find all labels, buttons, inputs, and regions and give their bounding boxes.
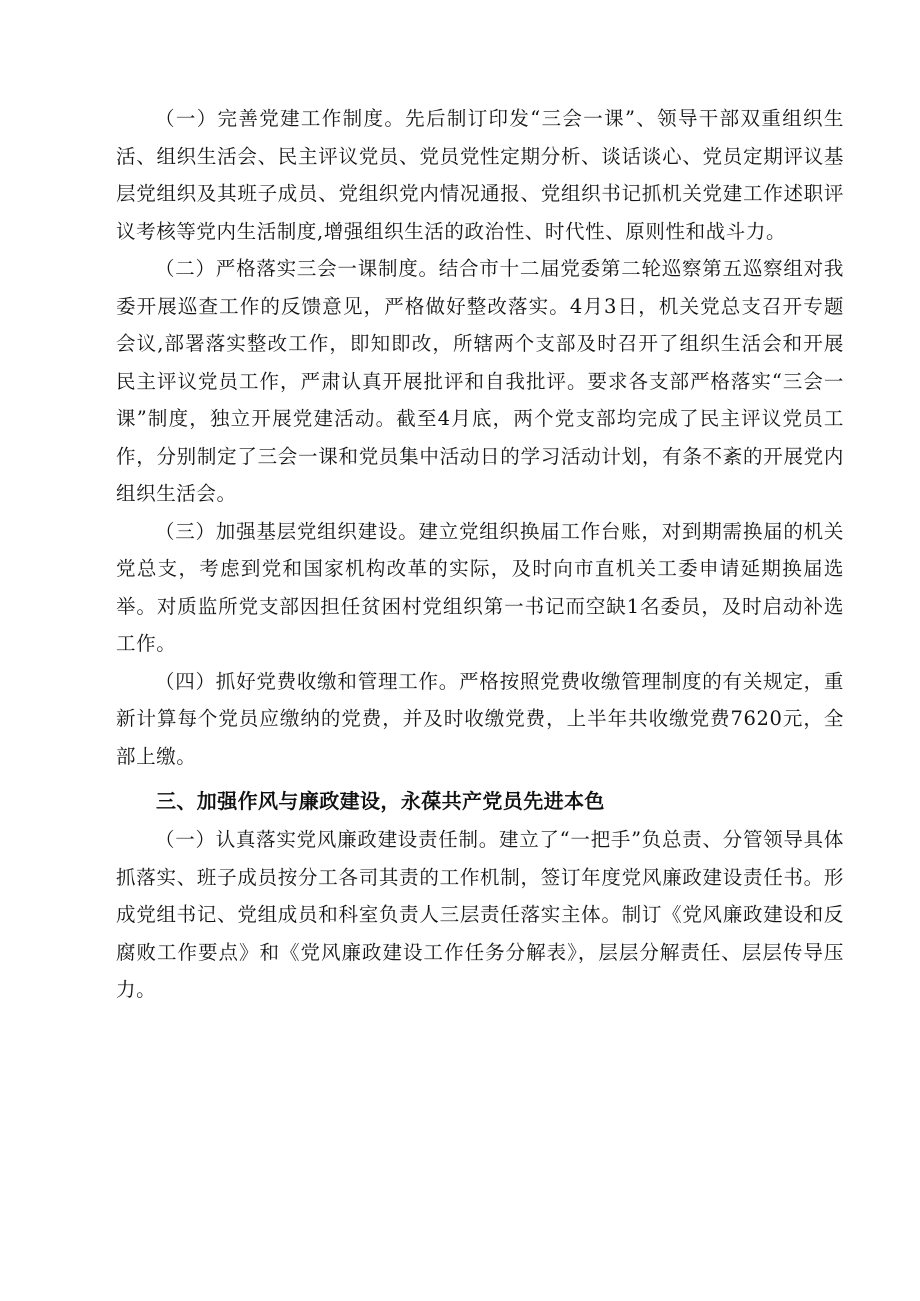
- document-body: [116, 100, 844, 1009]
- section-heading-integrity: 三、加强作风与廉政建设，永葆共产党员先进本色: [156, 789, 605, 813]
- paragraph-party-system: （一）完善党建工作制度。先后制订印发“三会一课”、领导干部双重组织生活、组织生活会、民主评议党员、党员党性定期分析、谈话谈心、党员定期评议基层党组织及其班子成员、党组织党内情况通报、党组织书记抓机关党建工作述职评议考核等党内生活制度,增强组织生活的政治性、时代性、原则性和战斗力。: [116, 107, 844, 243]
- paragraph-integrity-responsibility: （一）认真落实党风廉政建设责任制。建立了“一把手”负总责、分管领导具体抓落实、班子成员按分工各司其责的工作机制，签订年度党风廉政建设责任书。形成党组书记、党组成员和科室负责人三层责任落实主体。制订《党风廉政建设和反腐败工作要点》和《党风廉政建设工作任务分解表》，层层分解责任、层层传导压力。: [116, 828, 844, 1001]
- paragraph-grassroots-organization: （三）加强基层党组织建设。建立党组织换届工作台账，对到期需换届的机关党总支，考虑到党和国家机构改革的实际，及时向市直机关工委申请延期换届选举。对质监所党支部因担任贫困村党组织第一书记而空缺1名委员，及时启动补选工作。: [116, 519, 844, 655]
- paragraph-three-meetings: （二）严格落实三会一课制度。结合市十二届党委第二轮巡察第五巡察组对我委开展巡查工作的反馈意见，严格做好整改落实。4月3日，机关党总支召开专题会议,部署落实整改工作，即知即改，所辖两个支部及时召开了组织生活会和开展民主评议党员工作，严肃认真开展批评和自我批评。要求各支部严格落实“三会一课”制度，独立开展党建活动。截至4月底，两个党支部均完成了民主评议党员工作，分别制定了三会一课和党员集中活动日的学习活动计划，有条不紊的开展党内组织生活会。: [116, 257, 844, 505]
- paragraph-party-dues: （四）抓好党费收缴和管理工作。严格按照党费收缴管理制度的有关规定，重新计算每个党员应缴纳的党费，并及时收缴党费，上半年共收缴党费7620元，全部上缴。: [116, 669, 844, 768]
